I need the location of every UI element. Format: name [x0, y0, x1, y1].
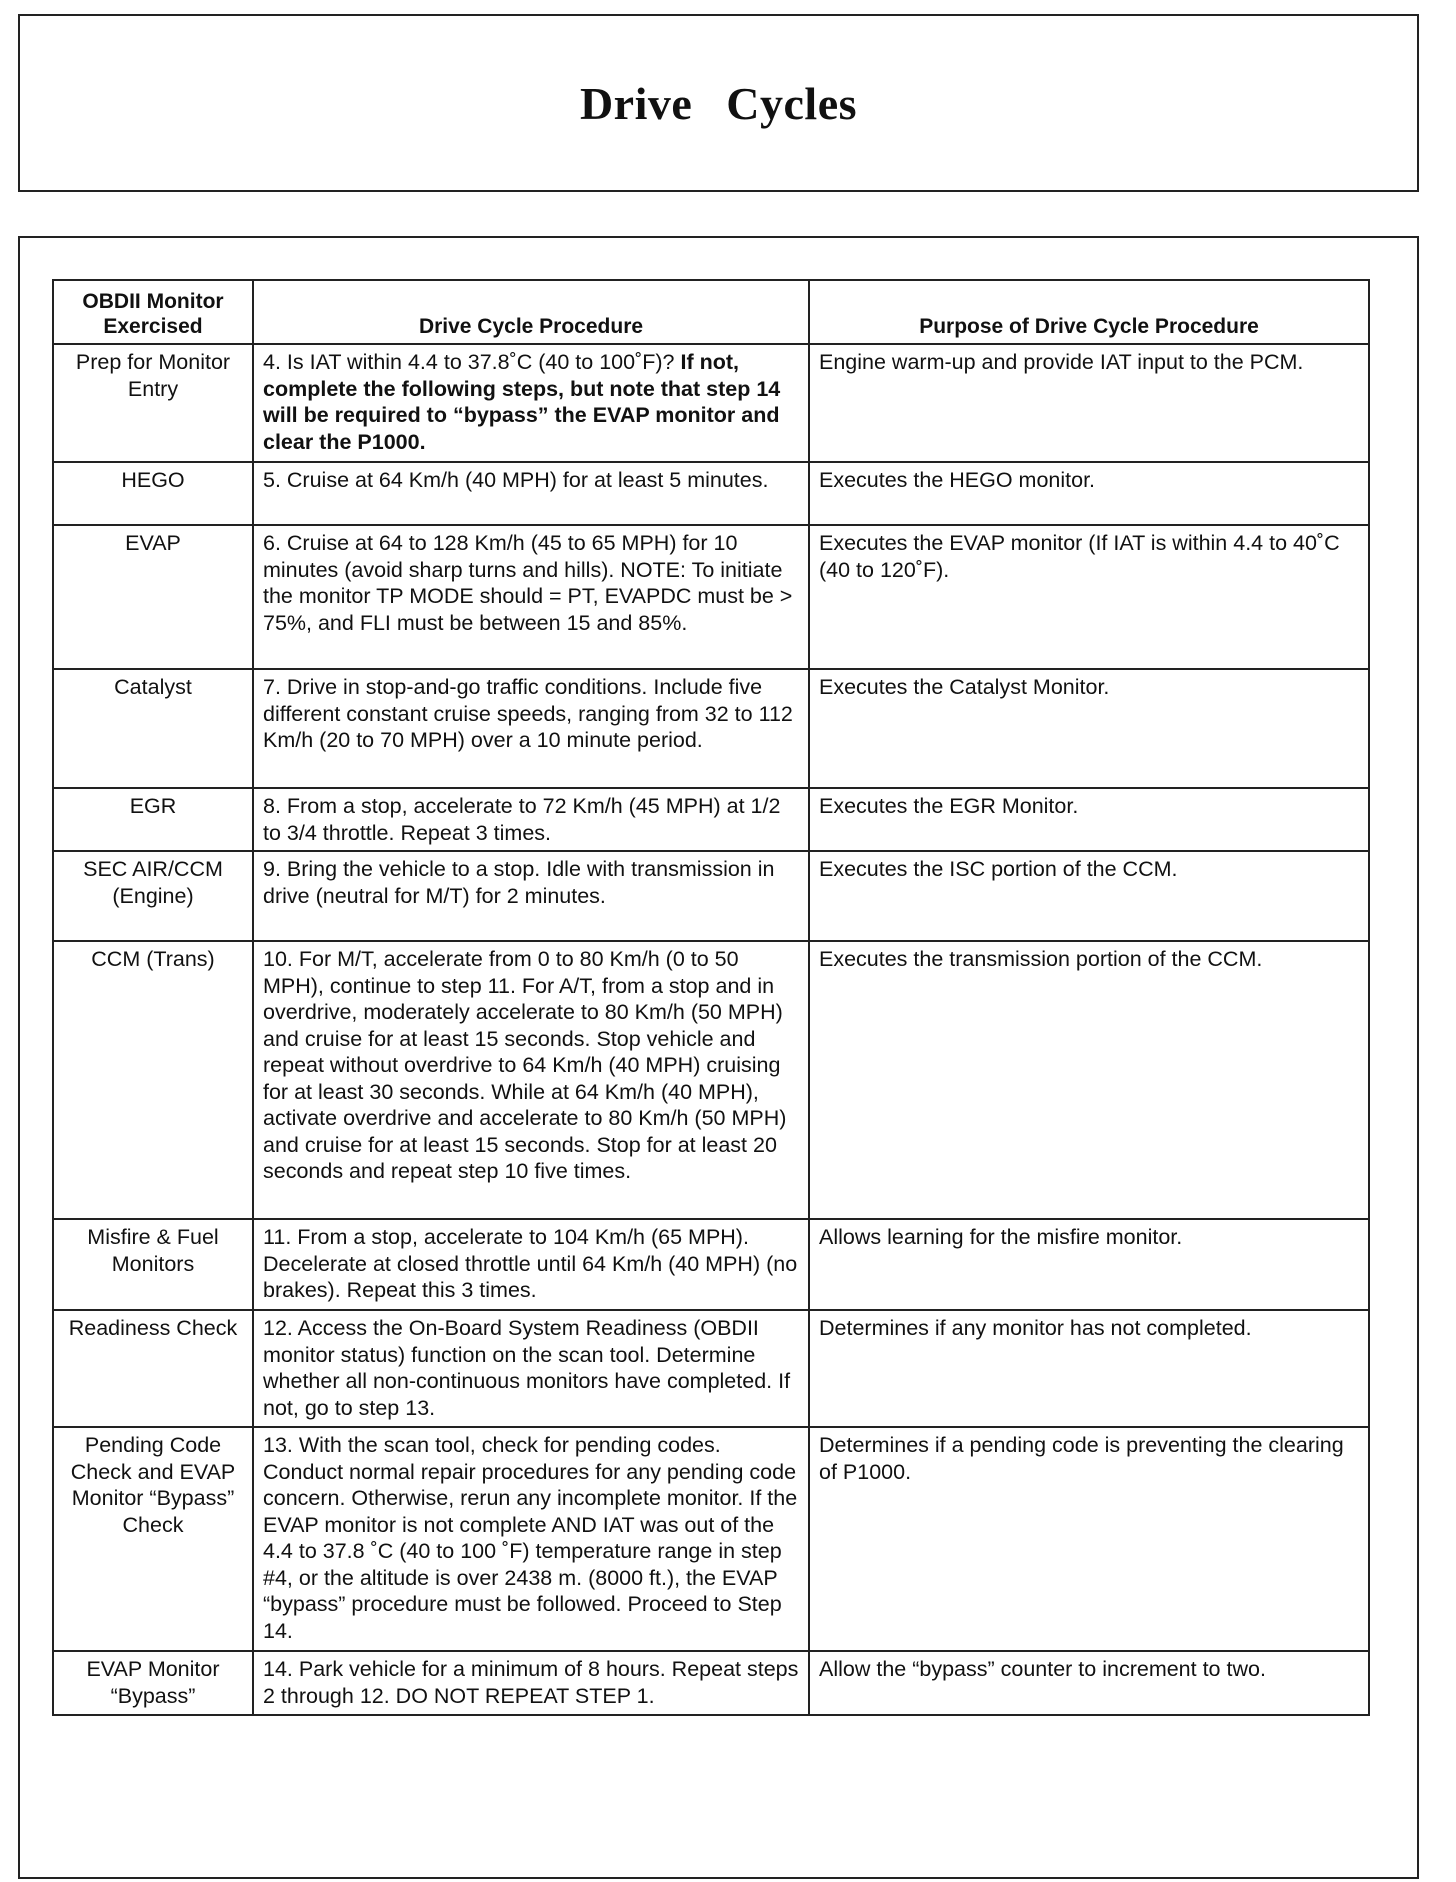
purpose-cell: Allow the “bypass” counter to increment to two.	[809, 1651, 1369, 1715]
table-row	[53, 1651, 1369, 1715]
table-row	[53, 525, 1369, 669]
purpose-cell: Executes the ISC portion of the CCM.	[809, 851, 1369, 941]
monitor-cell: EGR	[53, 788, 253, 851]
procedure-cell: 8. From a stop, accelerate to 72 Km/h (45 MPH) at 1/2 to 3/4 throttle. Repeat 3 times.	[253, 788, 809, 851]
procedure-cell: 10. For M/T, accelerate from 0 to 80 Km/h (0 to 50 MPH), continue to step 11. For A/T, from a stop and in overdrive, moderately accelerate to 80 Km/h (50 MPH) and cruise for at least 15 seconds. Stop vehicle and repeat without overdrive to 64 Km/h (40 MPH) cruising for at least 30 seconds. While at 64 Km/h (40 MPH), activate overdrive and accelerate to 80 Km/h (50 MPH) and cruise for at least 15 seconds. Stop for at least 20 seconds and repeat step 10 five times.	[253, 941, 809, 1219]
table-row	[53, 344, 1369, 462]
table-row	[53, 1310, 1369, 1427]
content-box	[18, 236, 1419, 1879]
procedure-cell: 5. Cruise at 64 Km/h (40 MPH) for at least 5 minutes.	[253, 462, 809, 525]
purpose-cell: Determines if any monitor has not completed.	[809, 1310, 1369, 1427]
table-row	[53, 462, 1369, 525]
procedure-cell: 9. Bring the vehicle to a stop. Idle with transmission in drive (neutral for M/T) for 2 minutes.	[253, 851, 809, 941]
title-box	[18, 14, 1419, 192]
table-row	[53, 1219, 1369, 1310]
header-procedure: Drive Cycle Procedure	[253, 280, 809, 344]
monitor-cell: EVAP Monitor “Bypass”	[53, 1651, 253, 1715]
table-header-row	[53, 280, 1369, 344]
purpose-cell: Allows learning for the misfire monitor.	[809, 1219, 1369, 1310]
purpose-cell: Engine warm-up and provide IAT input to the PCM.	[809, 344, 1369, 462]
monitor-cell: Readiness Check	[53, 1310, 253, 1427]
procedure-cell: 12. Access the On-Board System Readiness (OBDII monitor status) function on the scan tool. Determine whether all non-continuous monitors have completed. If not, go to step 13.	[253, 1310, 809, 1427]
procedure-cell: 14. Park vehicle for a minimum of 8 hours. Repeat steps 2 through 12. DO NOT REPEAT STEP 1.	[253, 1651, 809, 1715]
purpose-cell: Determines if a pending code is preventing the clearing of P1000.	[809, 1427, 1369, 1651]
monitor-cell: Prep for Monitor Entry	[53, 344, 253, 462]
purpose-cell: Executes the HEGO monitor.	[809, 462, 1369, 525]
purpose-cell: Executes the EVAP monitor (If IAT is within 4.4 to 40˚C (40 to 120˚F).	[809, 525, 1369, 669]
monitor-cell: EVAP	[53, 525, 253, 669]
procedure-cell: 6. Cruise at 64 to 128 Km/h (45 to 65 MPH) for 10 minutes (avoid sharp turns and hills). NOTE: To initiate the monitor TP MODE should = PT, EVAPDC must be > 75%, and FLI must be between 15 and 85%.	[253, 525, 809, 669]
purpose-cell: Executes the transmission portion of the CCM.	[809, 941, 1369, 1219]
table-row	[53, 851, 1369, 941]
purpose-cell: Executes the EGR Monitor.	[809, 788, 1369, 851]
monitor-cell: Pending Code Check and EVAP Monitor “Bypass” Check	[53, 1427, 253, 1651]
table-row	[53, 669, 1369, 788]
monitor-cell: SEC AIR/CCM (Engine)	[53, 851, 253, 941]
purpose-cell: Executes the Catalyst Monitor.	[809, 669, 1369, 788]
procedure-cell: 11. From a stop, accelerate to 104 Km/h (65 MPH). Decelerate at closed throttle until 64 Km/h (40 MPH) (no brakes). Repeat this 3 times.	[253, 1219, 809, 1310]
drive-cycle-table	[52, 279, 1370, 1716]
monitor-cell: Catalyst	[53, 669, 253, 788]
procedure-bold-text: If not, complete the following steps, but note that step 14 will be required to “bypass” the EVAP monitor and clear the P1000.	[263, 350, 781, 454]
procedure-cell	[253, 344, 809, 462]
monitor-cell: HEGO	[53, 462, 253, 525]
procedure-cell: 13. With the scan tool, check for pending codes. Conduct normal repair procedures for any pending code concern. Otherwise, rerun any incomplete monitor. If the EVAP monitor is not complete AND IAT was out of the 4.4 to 37.8 ˚C (40 to 100 ˚F) temperature range in step #4, or the altitude is over 2438 m. (8000 ft.), the EVAP “bypass” procedure must be followed. Proceed to Step 14.	[253, 1427, 809, 1651]
header-purpose: Purpose of Drive Cycle Procedure	[809, 280, 1369, 344]
table-row	[53, 941, 1369, 1219]
header-monitor: OBDII Monitor Exercised	[53, 280, 253, 344]
page-title: Drive Cycles	[579, 77, 858, 129]
table-row	[53, 1427, 1369, 1651]
procedure-cell: 7. Drive in stop-and-go traffic conditions. Include five different constant cruise speeds, ranging from 32 to 112 Km/h (20 to 70 MPH) over a 10 minute period.	[253, 669, 809, 788]
procedure-text: 4. Is IAT within 4.4 to 37.8˚C (40 to 100˚F)?	[263, 350, 681, 374]
monitor-cell: Misfire & Fuel Monitors	[53, 1219, 253, 1310]
monitor-cell: CCM (Trans)	[53, 941, 253, 1219]
table-row	[53, 788, 1369, 851]
